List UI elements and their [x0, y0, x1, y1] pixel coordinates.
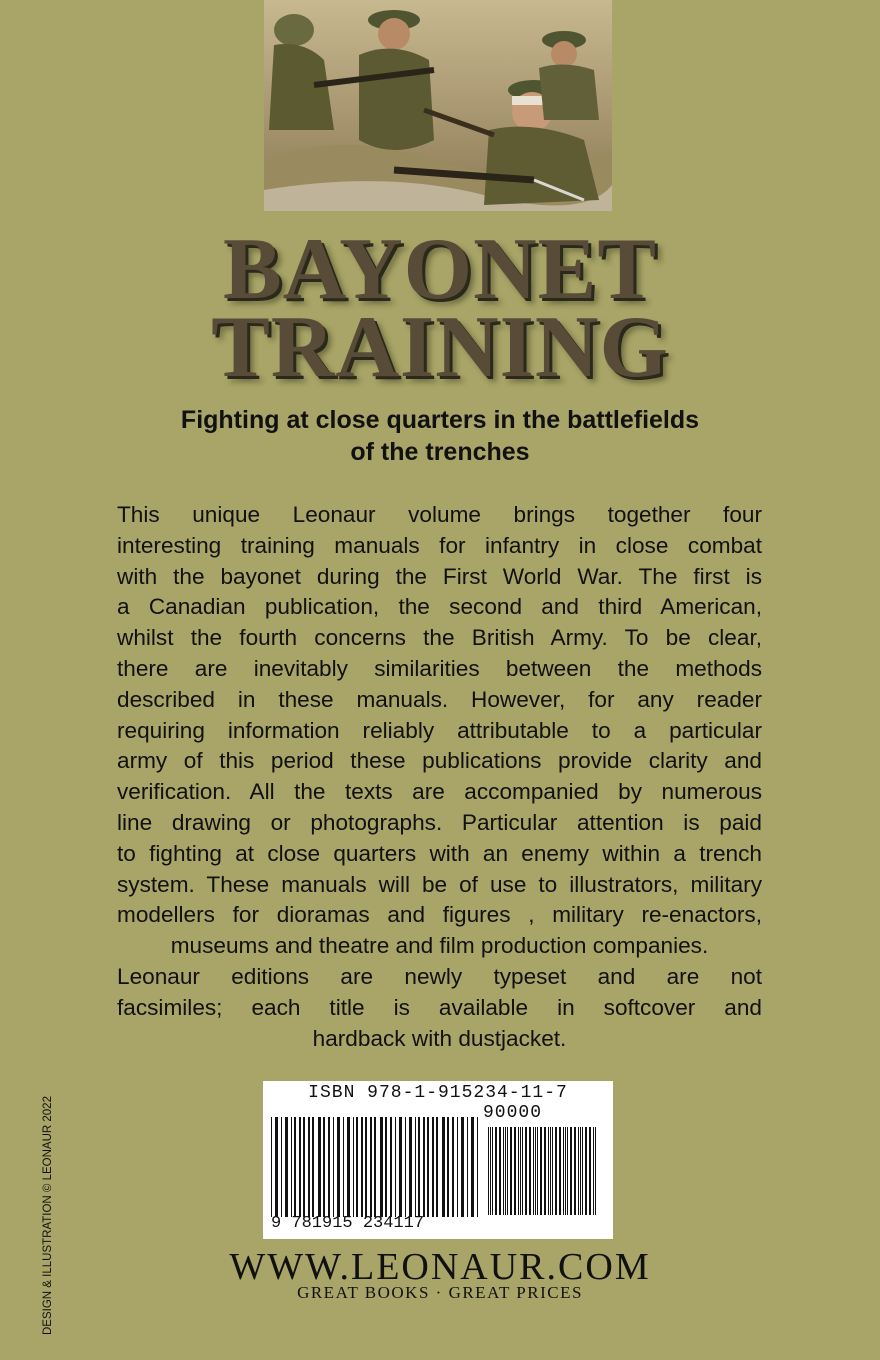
- blurb-line: whilst the fourth concerns the British Army. To be clear,: [117, 625, 762, 651]
- barcode-stripe: [578, 1127, 579, 1215]
- blurb-line: museums and theatre and film production companies.: [170, 933, 709, 959]
- publisher-website: WWW.LEONAUR.COM: [229, 1246, 651, 1288]
- ean-digits: 9 781915 234117: [271, 1214, 425, 1233]
- blurb-line: verification. All the texts are accompanied by numerous: [117, 779, 762, 805]
- barcode-stripe: [365, 1117, 367, 1217]
- barcode-stripe: [328, 1117, 330, 1217]
- barcode-stripe: [574, 1127, 576, 1215]
- barcode-stripe: [399, 1117, 402, 1217]
- barcode-stripe: [343, 1117, 344, 1217]
- barcode-stripe: [457, 1117, 458, 1217]
- barcode-stripe: [570, 1127, 572, 1215]
- barcode-stripe: [505, 1127, 506, 1215]
- barcode-stripe: [461, 1117, 464, 1217]
- barcode-stripe: [356, 1117, 358, 1217]
- barcode-stripe: [361, 1117, 363, 1217]
- barcode-stripe: [529, 1127, 531, 1215]
- barcode-stripe: [593, 1127, 594, 1215]
- barcode-stripe: [499, 1127, 501, 1215]
- barcode-stripe: [415, 1117, 416, 1217]
- barcode-stripe: [537, 1127, 538, 1215]
- barcode-stripe: [370, 1117, 372, 1217]
- publisher-tagline: GREAT BOOKS · GREAT PRICES: [297, 1283, 583, 1302]
- barcode-stripe: [285, 1117, 288, 1217]
- barcode-stripe: [353, 1117, 354, 1217]
- barcode-stripe: [580, 1127, 581, 1215]
- barcode-stripe: [533, 1127, 534, 1215]
- barcode-stripe: [552, 1127, 553, 1215]
- blurb-line: Leonaur editions are newly typeset and are not: [117, 963, 762, 989]
- cover-illustration: [264, 0, 612, 211]
- price-code: 90000: [483, 1103, 543, 1123]
- barcode-stripe: [323, 1117, 325, 1217]
- barcode-stripe: [308, 1117, 310, 1217]
- barcode-stripe: [559, 1127, 561, 1215]
- subtitle-line-2: of the trenches: [350, 438, 530, 466]
- barcode-stripe: [585, 1127, 587, 1215]
- barcode-stripe: [294, 1117, 296, 1217]
- barcode-stripe: [477, 1117, 478, 1217]
- barcode-stripe: [436, 1117, 438, 1217]
- barcode-stripe: [535, 1127, 536, 1215]
- barcode-stripe: [540, 1127, 542, 1215]
- barcode-stripe: [492, 1127, 493, 1215]
- barcode-stripe: [548, 1127, 549, 1215]
- barcode-stripe: [299, 1117, 301, 1217]
- barcode-stripe: [507, 1127, 508, 1215]
- addon-bars: [488, 1127, 600, 1215]
- subtitle: [110, 404, 770, 468]
- blurb-line: facsimiles; each title is available in softcover and: [117, 994, 762, 1020]
- barcode-stripe: [452, 1117, 454, 1217]
- barcode-stripe: [488, 1127, 489, 1215]
- barcode-stripe: [550, 1127, 551, 1215]
- barcode-stripe: [518, 1127, 519, 1215]
- barcode-stripe: [409, 1117, 412, 1217]
- barcode-stripe: [490, 1127, 491, 1215]
- blurb-line: line drawing or photographs. Particular attention is paid: [117, 809, 762, 835]
- barcode-stripe: [385, 1117, 387, 1217]
- barcode-stripe: [442, 1117, 445, 1217]
- design-credit: DESIGN & ILLUSTRATION © LEONAUR 2022: [42, 1096, 54, 1335]
- book-title-line-2: TRAINING: [211, 299, 669, 396]
- barcode-stripe: [405, 1117, 406, 1217]
- blurb-line: This unique Leonaur volume brings together four: [117, 502, 762, 527]
- barcode-stripe: [567, 1127, 568, 1215]
- barcode-stripe: [520, 1127, 521, 1215]
- barcode-stripe: [337, 1117, 340, 1217]
- barcode-stripe: [525, 1127, 527, 1215]
- blurb-line: interesting training manuals for infantry in close combat: [117, 532, 762, 558]
- blurb-line: to fighting at close quarters with an enemy within a trench: [117, 840, 762, 866]
- barcode-stripe: [291, 1117, 292, 1217]
- barcode-stripe: [503, 1127, 504, 1215]
- barcode-stripe: [510, 1127, 512, 1215]
- barcode-stripe: [589, 1127, 591, 1215]
- blurb-line: modellers for dioramas and figures , military re-enactors,: [117, 902, 762, 928]
- barcode-stripe: [333, 1117, 334, 1217]
- barcode-stripe: [427, 1117, 429, 1217]
- barcode-stripe: [380, 1117, 383, 1217]
- barcode-stripe: [390, 1117, 392, 1217]
- book-title-line-1: BAYONET: [222, 221, 658, 318]
- blurb-line: hardback with dustjacket.: [312, 1025, 567, 1051]
- barcode-stripe: [418, 1117, 420, 1217]
- barcode-stripe: [432, 1117, 434, 1217]
- barcode-stripe: [471, 1117, 474, 1217]
- barcode-stripe: [347, 1117, 350, 1217]
- blurb-line: there are inevitably similarities between the methods: [117, 655, 762, 681]
- barcode-stripe: [514, 1127, 516, 1215]
- barcode-stripe: [395, 1117, 396, 1217]
- barcode-stripe: [467, 1117, 468, 1217]
- isbn-label: ISBN 978-1-915234-11-7: [308, 1083, 568, 1103]
- barcode-stripe: [374, 1117, 376, 1217]
- blurb-line: requiring information reliably attributable to a particular: [117, 717, 762, 743]
- barcode-stripe: [522, 1127, 523, 1215]
- barcode-stripe: [271, 1117, 272, 1217]
- barcode-stripe: [281, 1117, 282, 1217]
- blurb-line: system. These manuals will be of use to illustrators, military: [117, 871, 762, 897]
- barcode-stripe: [447, 1117, 449, 1217]
- subtitle-line-1: Fighting at close quarters in the battlefields: [180, 406, 700, 434]
- barcode-stripe: [318, 1117, 321, 1217]
- blurb-line: with the bayonet during the First World War. The first is: [117, 563, 762, 589]
- barcode-stripe: [495, 1127, 497, 1215]
- blurb-line: described in these manuals. However, for any reader: [117, 686, 762, 712]
- barcode-stripe: [563, 1127, 564, 1215]
- blurb-line: army of this period these publications provide clarity and: [117, 748, 762, 774]
- isbn-barcode: [263, 1081, 613, 1239]
- barcode-stripe: [595, 1127, 596, 1215]
- blurb-line: a Canadian publication, the second and third American,: [117, 594, 762, 620]
- barcode-stripe: [275, 1117, 278, 1217]
- barcode-stripe: [303, 1117, 305, 1217]
- barcode-stripe: [555, 1127, 557, 1215]
- blurb: [117, 500, 762, 1054]
- ean-bars: [271, 1117, 481, 1217]
- barcode-stripe: [423, 1117, 425, 1217]
- barcode-stripe: [582, 1127, 583, 1215]
- barcode-stripe: [312, 1117, 314, 1217]
- barcode-stripe: [565, 1127, 566, 1215]
- barcode-stripe: [544, 1127, 546, 1215]
